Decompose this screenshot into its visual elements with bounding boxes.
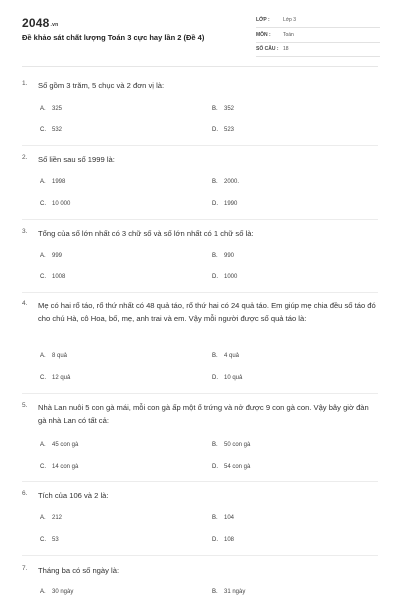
- question-number: 7.: [22, 565, 28, 572]
- option-text: 50 con gà: [224, 442, 251, 448]
- option-b[interactable]: [212, 442, 250, 448]
- option-letter: A.: [40, 179, 46, 185]
- question-number: 4.: [22, 300, 28, 307]
- question-divider: [22, 145, 378, 146]
- option-letter: B.: [212, 106, 218, 112]
- question-number: 5.: [22, 402, 28, 409]
- question-text: Mẹ có hai rổ táo, rổ thứ nhất có 48 quả táo, rổ thứ hai có 24 quả táo. Em giúp mẹ chia đều số táo đó cho chú Hà, cô Hoa, bố, mẹ, anh trai và em. Vậy mỗi người được số quả táo là:: [38, 301, 376, 323]
- question-text: Nhà Lan nuôi 5 con gà mái, mỗi con gà ấp một ổ trứng và nở được 9 con gà con. Vậy bây giờ đàn gà nhà Lan có tất cả:: [38, 403, 369, 425]
- option-letter: A.: [40, 253, 46, 259]
- question-divider: [22, 292, 378, 293]
- option-a[interactable]: [40, 106, 62, 112]
- site-logo[interactable]: [22, 16, 58, 30]
- option-text: 2000.: [224, 179, 240, 185]
- option-letter: C.: [40, 127, 46, 133]
- option-text: 4 quả: [224, 353, 240, 359]
- option-letter: D.: [212, 537, 218, 543]
- option-d[interactable]: [212, 375, 242, 381]
- meta-subject-value: Toán: [283, 32, 294, 38]
- option-d[interactable]: [212, 127, 234, 133]
- option-d[interactable]: [212, 201, 237, 207]
- option-a[interactable]: [40, 353, 67, 359]
- meta-grade-value: Lớp 3: [283, 17, 297, 23]
- option-letter: D.: [212, 201, 218, 207]
- option-letter: B.: [212, 179, 218, 185]
- option-text: 212: [52, 515, 63, 521]
- option-letter: C.: [40, 274, 46, 280]
- option-text: 999: [52, 253, 63, 259]
- option-letter: C.: [40, 464, 46, 470]
- option-letter: D.: [212, 274, 218, 280]
- question-text: Tổng của số lớn nhất có 3 chữ số và số lớn nhất có 1 chữ số là:: [38, 229, 254, 238]
- option-b[interactable]: [212, 106, 234, 112]
- question-text: Số liền sau số 1999 là:: [38, 155, 115, 164]
- option-letter: B.: [212, 589, 218, 595]
- option-text: 12 quả: [52, 375, 71, 381]
- option-b[interactable]: [212, 589, 245, 595]
- question-number: 2.: [22, 154, 28, 161]
- option-text: 532: [52, 127, 63, 133]
- option-text: 31 ngày: [224, 589, 246, 595]
- option-a[interactable]: [40, 442, 78, 448]
- option-d[interactable]: [212, 464, 250, 470]
- option-text: 30 ngày: [52, 589, 74, 595]
- option-letter: C.: [40, 537, 46, 543]
- option-b[interactable]: [212, 353, 239, 359]
- option-c[interactable]: [40, 537, 59, 543]
- question-divider: [22, 481, 378, 482]
- meta-subject: [256, 32, 380, 43]
- question-text: Tích của 106 và 2 là:: [38, 491, 109, 500]
- option-letter: C.: [40, 375, 46, 381]
- question-divider: [22, 219, 378, 220]
- option-d[interactable]: [212, 274, 237, 280]
- option-letter: A.: [40, 353, 46, 359]
- option-text: 523: [224, 127, 235, 133]
- option-c[interactable]: [40, 375, 70, 381]
- option-b[interactable]: [212, 253, 234, 259]
- option-letter: D.: [212, 375, 218, 381]
- option-text: 990: [224, 253, 235, 259]
- option-letter: A.: [40, 442, 46, 448]
- option-text: 8 quả: [52, 353, 68, 359]
- option-d[interactable]: [212, 537, 234, 543]
- question-divider: [22, 555, 378, 556]
- option-text: 45 con gà: [52, 442, 79, 448]
- meta-count-value: 18: [283, 46, 289, 52]
- option-a[interactable]: [40, 589, 73, 595]
- option-c[interactable]: [40, 274, 65, 280]
- option-text: 1008: [52, 274, 66, 280]
- option-a[interactable]: [40, 179, 65, 185]
- option-c[interactable]: [40, 464, 78, 470]
- document-title: Đề khảo sát chất lượng Toán 3 cực hay lần 2 (Đề 4): [22, 33, 205, 42]
- option-letter: B.: [212, 353, 218, 359]
- option-text: 108: [224, 537, 235, 543]
- option-text: 325: [52, 106, 63, 112]
- option-text: 1000: [224, 274, 238, 280]
- option-c[interactable]: [40, 201, 70, 207]
- question-text: Số gồm 3 trăm, 5 chục và 2 đơn vị là:: [38, 81, 165, 90]
- option-text: 104: [224, 515, 235, 521]
- option-text: 352: [224, 106, 235, 112]
- meta-count-key: SỐ CÂU :: [256, 46, 279, 52]
- header-divider: [22, 66, 378, 67]
- option-letter: A.: [40, 515, 46, 521]
- question-number: 1.: [22, 80, 28, 87]
- option-text: 54 con gà: [224, 464, 251, 470]
- option-letter: A.: [40, 106, 46, 112]
- logo-main: 2048: [22, 16, 50, 30]
- option-letter: B.: [212, 253, 218, 259]
- meta-grade-key: LỚP :: [256, 17, 270, 23]
- option-text: 1998: [52, 179, 66, 185]
- option-text: 53: [52, 537, 59, 543]
- option-b[interactable]: [212, 515, 234, 521]
- option-text: 10 000: [52, 201, 71, 207]
- option-text: 10 quả: [224, 375, 243, 381]
- question-divider: [22, 393, 378, 394]
- option-a[interactable]: [40, 253, 62, 259]
- meta-question-count: [256, 46, 380, 57]
- question-number: 3.: [22, 228, 28, 235]
- option-letter: C.: [40, 201, 46, 207]
- option-letter: A.: [40, 589, 46, 595]
- meta-subject-key: MÔN :: [256, 32, 271, 38]
- meta-grade: [256, 17, 380, 28]
- option-letter: B.: [212, 515, 218, 521]
- option-letter: D.: [212, 464, 218, 470]
- option-a[interactable]: [40, 515, 62, 521]
- option-letter: B.: [212, 442, 218, 448]
- question-number: 6.: [22, 490, 28, 497]
- worksheet-header: [0, 0, 400, 80]
- option-text: 14 con gà: [52, 464, 79, 470]
- option-c[interactable]: [40, 127, 62, 133]
- question-text: Tháng ba có số ngày là:: [38, 566, 120, 575]
- option-b[interactable]: [212, 179, 239, 185]
- option-text: 1990: [224, 201, 238, 207]
- option-letter: D.: [212, 127, 218, 133]
- logo-domain: .vn: [50, 22, 59, 28]
